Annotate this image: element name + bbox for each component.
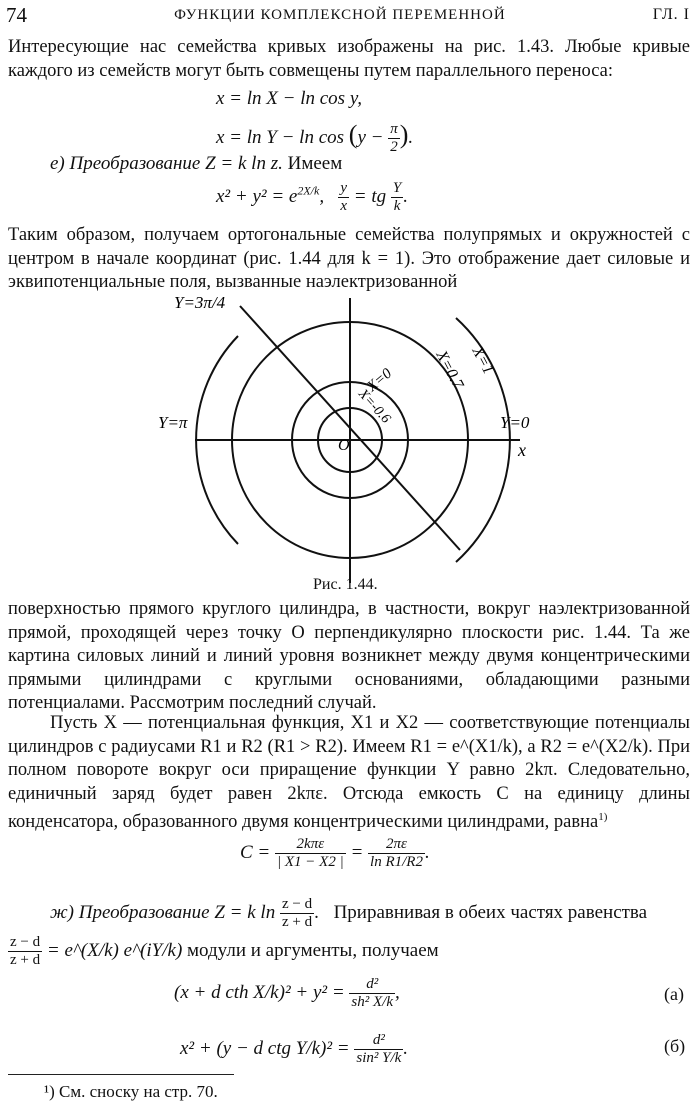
equation-number-b: (б) xyxy=(664,1036,686,1056)
figure-1-44 xyxy=(140,288,560,598)
label-y-0: Y=0 xyxy=(500,413,530,432)
figure-caption: Рис. 1.44. xyxy=(313,576,378,593)
running-title: ФУНКЦИИ КОМПЛЕКСНОЙ ПЕРЕМЕННОЙ xyxy=(174,6,506,23)
label-x-axis: x xyxy=(518,440,526,460)
equation-2: x = ln Y − ln cos (y − $\frac{\pi}{2}$ ). xyxy=(216,120,414,156)
equation-a: (x + d cth X/k)² + y² = $\frac{\text{d²}}{\text{sh² X/k}}$ , xyxy=(174,976,400,1010)
footnote: ¹) См. сноску на стр. 70. xyxy=(44,1082,218,1101)
equation-3: $x^2 + y^2 = e^{2X/k}$, $\frac{y}{x}$ = tg $\frac{Y}{k}$ . xyxy=(216,180,408,214)
page-number: 74 xyxy=(6,2,27,27)
equation-capacitance: C = $\frac{\text{2kπε}}{| X1 - X2 |}$ = $\frac{2\pi\varepsilon}{\text{ln R1/R2}}$ . xyxy=(240,836,430,870)
section-e-heading: е) Преобразование Z = k ln z. Имеем xyxy=(50,153,343,174)
equation-1: x = ln X − ln cos y, xyxy=(216,88,362,109)
label-origin: O xyxy=(338,437,350,454)
label-x-0: X=0 xyxy=(364,365,396,396)
footnote-rule xyxy=(8,1074,234,1075)
label-y-3pi4: Y=3π/4 xyxy=(174,293,226,312)
label-y-pi: Y=π xyxy=(158,413,188,432)
fraction-pi-2: $\frac{\pi}{2}$ xyxy=(390,121,398,156)
page-header xyxy=(6,2,690,28)
label-x-1: X=1 xyxy=(468,343,497,378)
equation-b: x² + (y − d ctg Y/k)² = $\frac{\text{d²}}{\text{sin² Y/k}}$ . xyxy=(180,1032,409,1066)
section-zh-heading: ж) Преобразование Z = k ln $\frac{z - d}{z + d}$ . Приравнивая в обеих частях равенства xyxy=(50,896,648,930)
equation-number-a: (a) xyxy=(664,984,684,1004)
label-x-0-7: X=0.7 xyxy=(432,347,467,392)
paragraph-intro: Интересующие нас семейства кривых изображены на рис. 1.43. Любые кривые каждого из семейств могут быть совмещены путем параллельного переноса: xyxy=(8,37,690,81)
section-zh-continued: $\frac{z - d}{z + d}$ = e^(X/k) e^(iY/k) модули и аргументы, получаем xyxy=(10,934,439,968)
paragraph-taking: Таким образом, получаем ортогональные семейства полупрямых и окружностей с центром в начале координат (рис. 1.44 для k = 1). Это отображение дает силовые и эквипотенциальные поля, вызванные наэлектризованной xyxy=(8,225,690,292)
label-x-neg-0-6: X=-0.6 xyxy=(355,386,394,427)
paragraph-let-x: Пусть X — потенциальная функция, X1 и X2 — соответствующие потенциалы цилиндров с радиусами R1 и R2 (R1 > R2). Имеем R1 = e^(X1/k), а R2 = e^(X2/k). При полном повороте вокруг оси приращение функции Y равно 2kπ. Следовательно, единичный заряд будет равен 2kπε. Отсюда емкость C на единицу длины конденсатора, образованного двумя концентрическими цилиндрами, равна$^{1)}$ xyxy=(8,713,690,833)
chapter-label: ГЛ. I xyxy=(652,6,690,23)
paragraph-after-figure: поверхностью прямого круглого цилиндра, в частности, вокруг наэлектризованной прямой, проходящей через точку O перпендикулярно плоскости рис. 1.44. Та же картина силовых линий и линий уровня возникнет между двумя концентрическими прямыми цилиндрами с круглыми основаниями, обладающими разными потенциалами. Рассмотрим последний случай. xyxy=(8,599,690,713)
